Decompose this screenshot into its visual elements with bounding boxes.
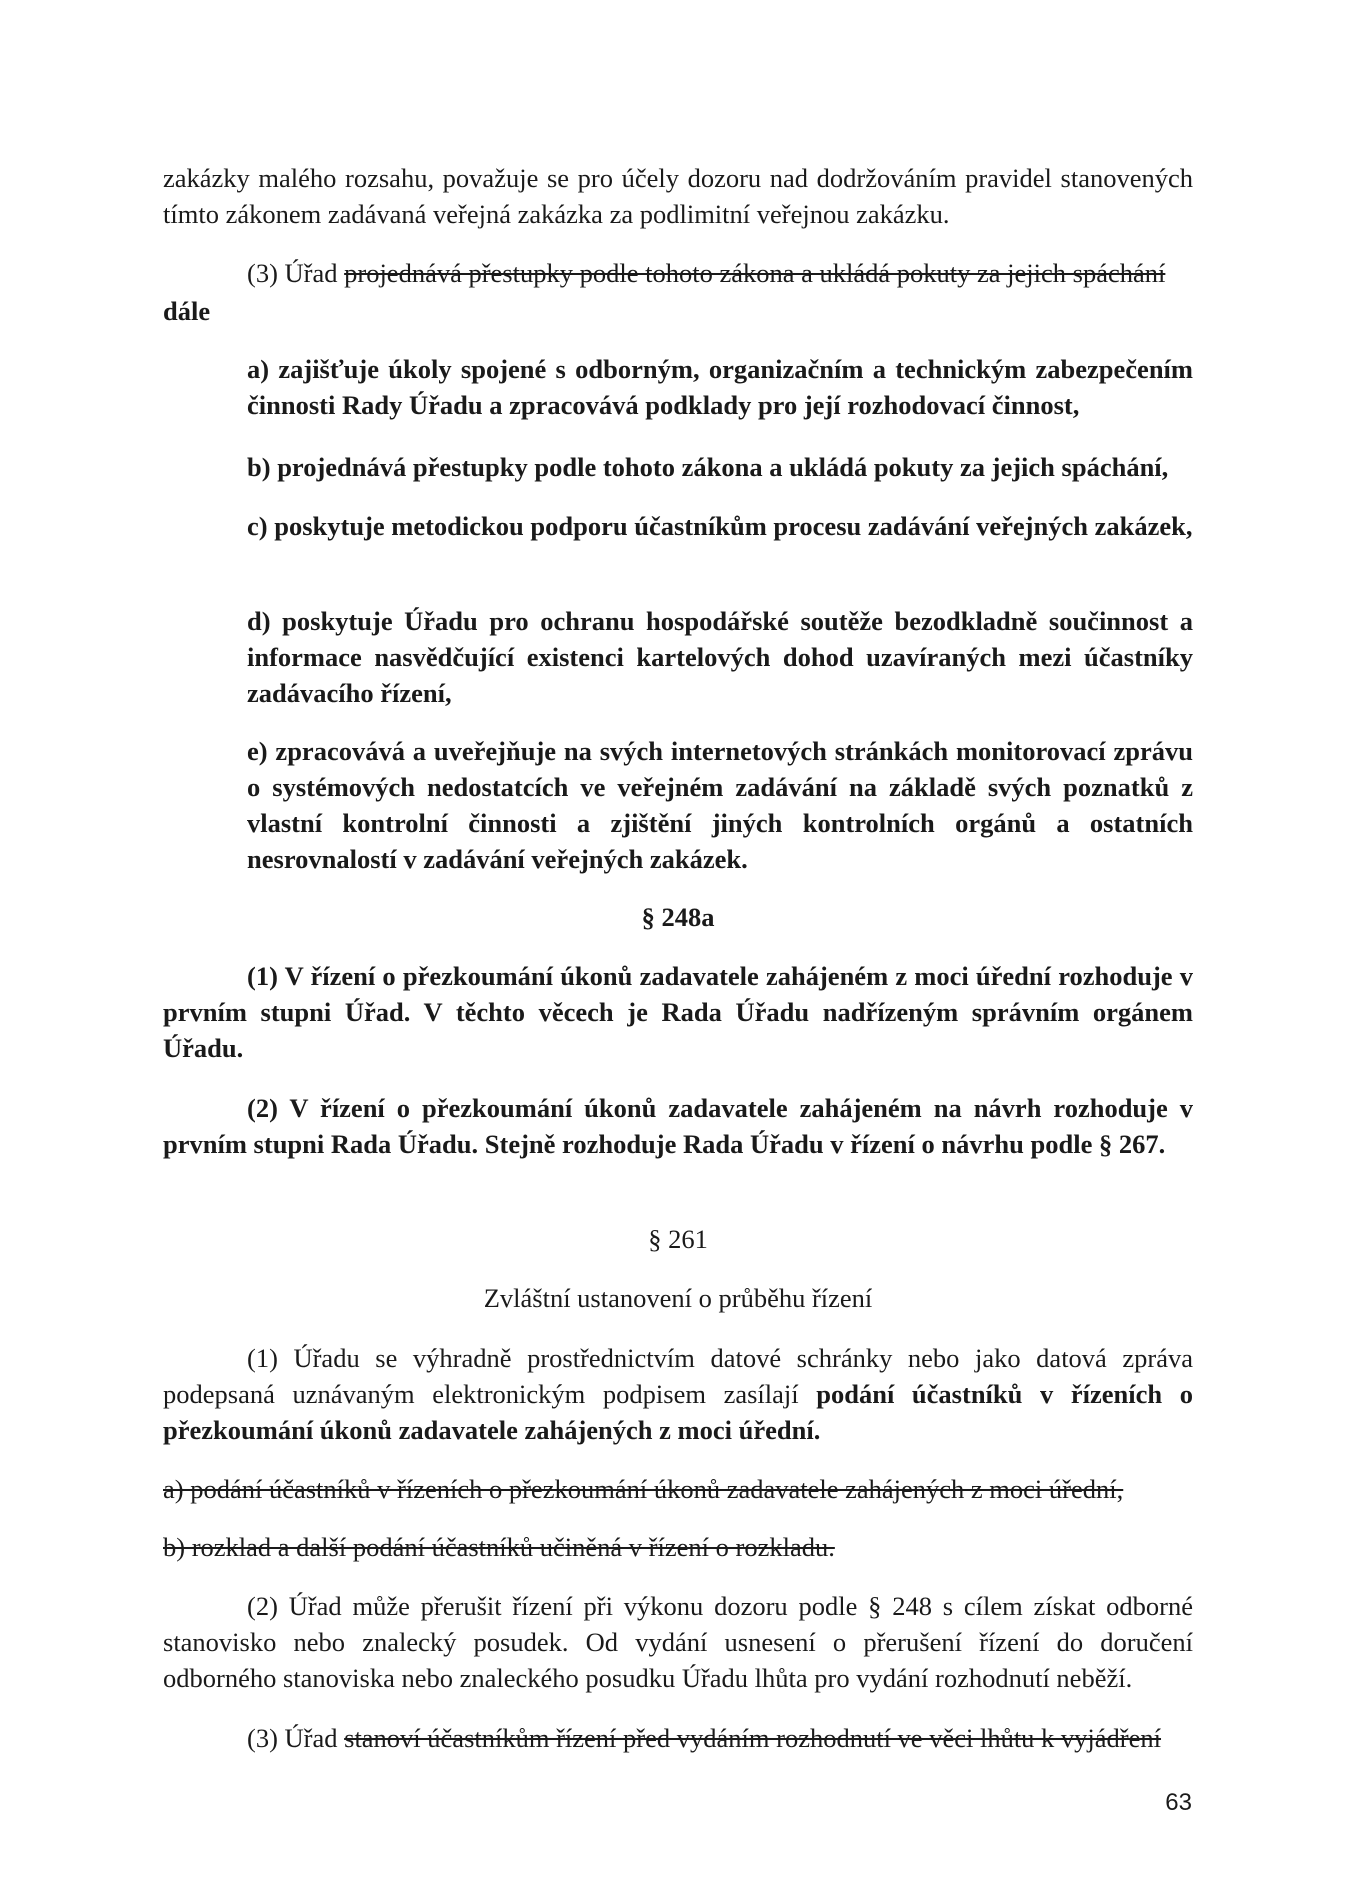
paragraph-3-head: (3) Úřad — [247, 258, 345, 288]
list-item-e-text: e) zpracovává a uveřejňuje na svých internetových stránkách monitorovací zprávu o systémových nedostatcích ve veřejném zadávání na základě svých poznatků z vlastní kontrolní činnosti a zjištění jiných kontrolních orgánů a ostatních nesrovnalostí v zadávání veřejných zakázek. — [247, 736, 1193, 874]
paragraph-3-dale — [163, 293, 363, 329]
page-number: 63 — [1165, 1789, 1192, 1816]
section-248a-paragraph-2 — [163, 1090, 1193, 1162]
section-261-paragraph-3-struck: stanoví účastníkům řízení před vydáním rozhodnutí ve věci lhůtu k vyjádření — [344, 1723, 1162, 1753]
list-item-d — [247, 603, 1193, 711]
section-261-number: § 261 — [648, 1224, 708, 1254]
section-248a-paragraph-2-text: (2) V řízení o přezkoumání úkonů zadavatele zahájeném na návrh rozhoduje v prvním stupni Rada Úřadu. Stejně rozhoduje Rada Úřadu v řízení o návrhu podle § 267. — [163, 1093, 1193, 1159]
dale-text: dále — [163, 296, 211, 326]
section-261-paragraph-1-bold: podání účastníků v řízeních o přezkoumání úkonů zadavatele zahájených z moci úřední. — [163, 1379, 1193, 1445]
list-item-a — [247, 351, 1193, 423]
list-item-b-text: b) projednává přestupky podle tohoto zákona a ukládá pokuty za jejich spáchání, — [247, 452, 1169, 482]
section-261-paragraph-3 — [247, 1720, 1193, 1756]
intro-text: zakázky malého rozsahu, považuje se pro účely dozoru nad dodržováním pravidel stanovených tímto zákonem zadávaná veřejná zakázka za podlimitní veřejnou zakázku. — [163, 163, 1193, 229]
list-item-c-text: c) poskytuje metodickou podporu účastníkům procesu zadávání veřejných zakázek, — [247, 511, 1193, 541]
struck-item-a-text: a) podání účastníků v řízeních o přezkoumání úkonů zadavatele zahájených z moci úřední, — [163, 1474, 1124, 1504]
intro-paragraph — [163, 160, 1193, 232]
section-261-struck-item-b — [163, 1529, 1193, 1565]
paragraph-3-struck-text: projednává přestupky podle tohoto zákona a ukládá pokuty za jejich spáchání — [344, 258, 1166, 288]
section-261-struck-item-a — [163, 1471, 1193, 1507]
section-248a-paragraph-1 — [163, 958, 1193, 1066]
struck-item-b-text: b) rozklad a další podání účastníků učiněná v řízení o rozkladu. — [163, 1532, 835, 1562]
list-item-a-text: a) zajišťuje úkoly spojené s odborným, organizačním a technickým zabezpečením činnosti Rady Úřadu a zpracovává podklady pro její rozhodovací činnost, — [247, 354, 1193, 420]
section-261-heading — [163, 1221, 1193, 1257]
section-261-paragraph-2-text: (2) Úřad může přerušit řízení při výkonu dozoru podle § 248 s cílem získat odborné stanovisko nebo znalecký posudek. Od vydání usnesení o přerušení řízení do doručení odborného stanoviska nebo znaleckého posudku Úřadu lhůta pro vydání rozhodnutí neběží. — [163, 1591, 1193, 1693]
section-248a-paragraph-1-text: (1) V řízení o přezkoumání úkonů zadavatele zahájeném z moci úřední rozhoduje v prvním stupni Úřad. V těchto věcech je Rada Úřadu nadřízeným správním orgánem Úřadu. — [163, 961, 1193, 1063]
section-261-paragraph-3-head: (3) Úřad — [247, 1723, 345, 1753]
list-item-c — [247, 508, 1193, 544]
list-item-b — [247, 449, 1193, 485]
section-261-paragraph-2 — [163, 1588, 1193, 1696]
section-261-paragraph-1-text: (1) Úřadu se výhradně prostřednictvím datové schránky nebo jako datová zpráva podepsaná uznávaným elektronickým podpisem zasílají — [163, 1343, 1193, 1409]
section-248a-number: § 248a — [641, 902, 715, 932]
section-261-title-text: Zvláštní ustanovení o průběhu řízení — [483, 1283, 873, 1313]
section-261-title — [163, 1280, 1193, 1316]
list-item-e — [247, 733, 1193, 877]
list-item-d-text: d) poskytuje Úřadu pro ochranu hospodářské soutěže bezodkladně součinnost a informace nasvědčující existenci kartelových dohod uzavíraných mezi účastníky zadávacího řízení, — [247, 606, 1193, 708]
section-248a-heading — [163, 899, 1193, 935]
paragraph-3 — [247, 255, 1193, 291]
section-261-paragraph-1 — [163, 1340, 1193, 1448]
